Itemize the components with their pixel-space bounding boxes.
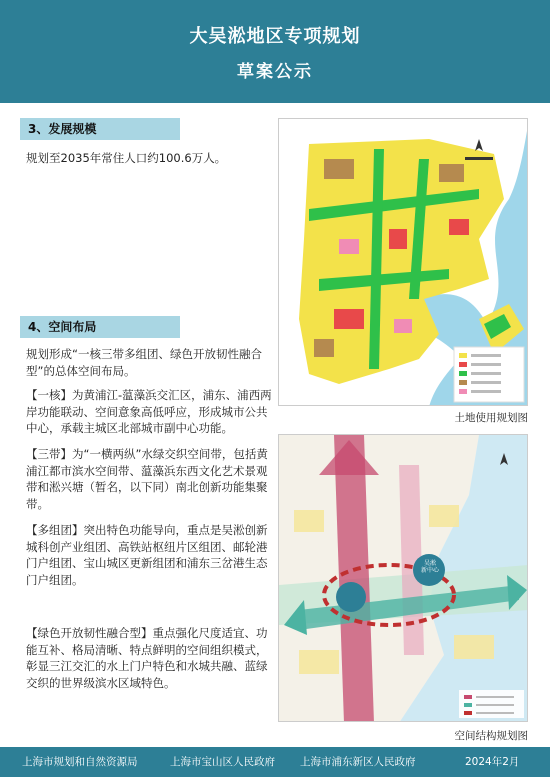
layout-paragraph-green: 【绿色开放韧性融合型】重点强化尺度适宜、功能互补、格局清晰、特点鲜明的空间组织模式，彰显三江交汇的水上门户特色和水城共融、蓝绿交织的世界级滨水区域特色。	[26, 626, 268, 690]
section-heading-layout: 4、空间布局	[20, 316, 180, 338]
land-use-map-graphic	[279, 119, 528, 406]
page-footer	[0, 747, 550, 777]
section-body-scale: 规划至2035年常住人口约100.6万人。	[26, 151, 227, 165]
layout-paragraph-belts: 【三带】为“一横两纵”水绿交织空间带，包括黄浦江都市滨水空间带、蕰藻浜东西文化艺术景观带和淞兴塘（暂名，以下同）南北创新功能集聚带。	[26, 447, 268, 511]
structure-map-graphic	[279, 435, 528, 722]
land-use-map-caption: 土地使用规划图	[454, 412, 528, 424]
layout-paragraph-1: 规划形成“一核三带多组团、绿色开放韧性融合型”的总体空间布局。	[26, 347, 262, 378]
page-subtitle: 草案公示	[237, 62, 313, 82]
page-header	[0, 0, 550, 103]
footer-date: 2024年2月	[465, 756, 520, 768]
page-title: 大吴淞地区专项规划	[189, 26, 361, 47]
footer-org-pudong: 上海市浦东新区人民政府	[300, 756, 416, 768]
layout-paragraph-core: 【一核】为黄浦江-蕰藻浜交汇区，浦东、浦西两岸功能联动、空间意象高低呼应，形成城市公共中心，承载主城区北部城市副中心功能。	[26, 388, 272, 435]
section-heading-scale: 3、发展规模	[20, 118, 180, 140]
land-use-map	[278, 118, 528, 406]
structure-map	[278, 434, 528, 722]
layout-paragraph-clusters: 【多组团】突出特色功能导向，重点是吴淞创新城科创产业组团、高铁站枢纽片区组团、邮轮港门户组团、宝山城区更新组团和浦东三岔港生态门户组团。	[26, 523, 268, 587]
core-label: 吴淞 新中心	[420, 560, 439, 574]
footer-org-planning: 上海市规划和自然资源局	[22, 756, 138, 768]
structure-map-caption: 空间结构规划图	[454, 730, 528, 742]
footer-org-baoshan: 上海市宝山区人民政府	[170, 756, 275, 768]
